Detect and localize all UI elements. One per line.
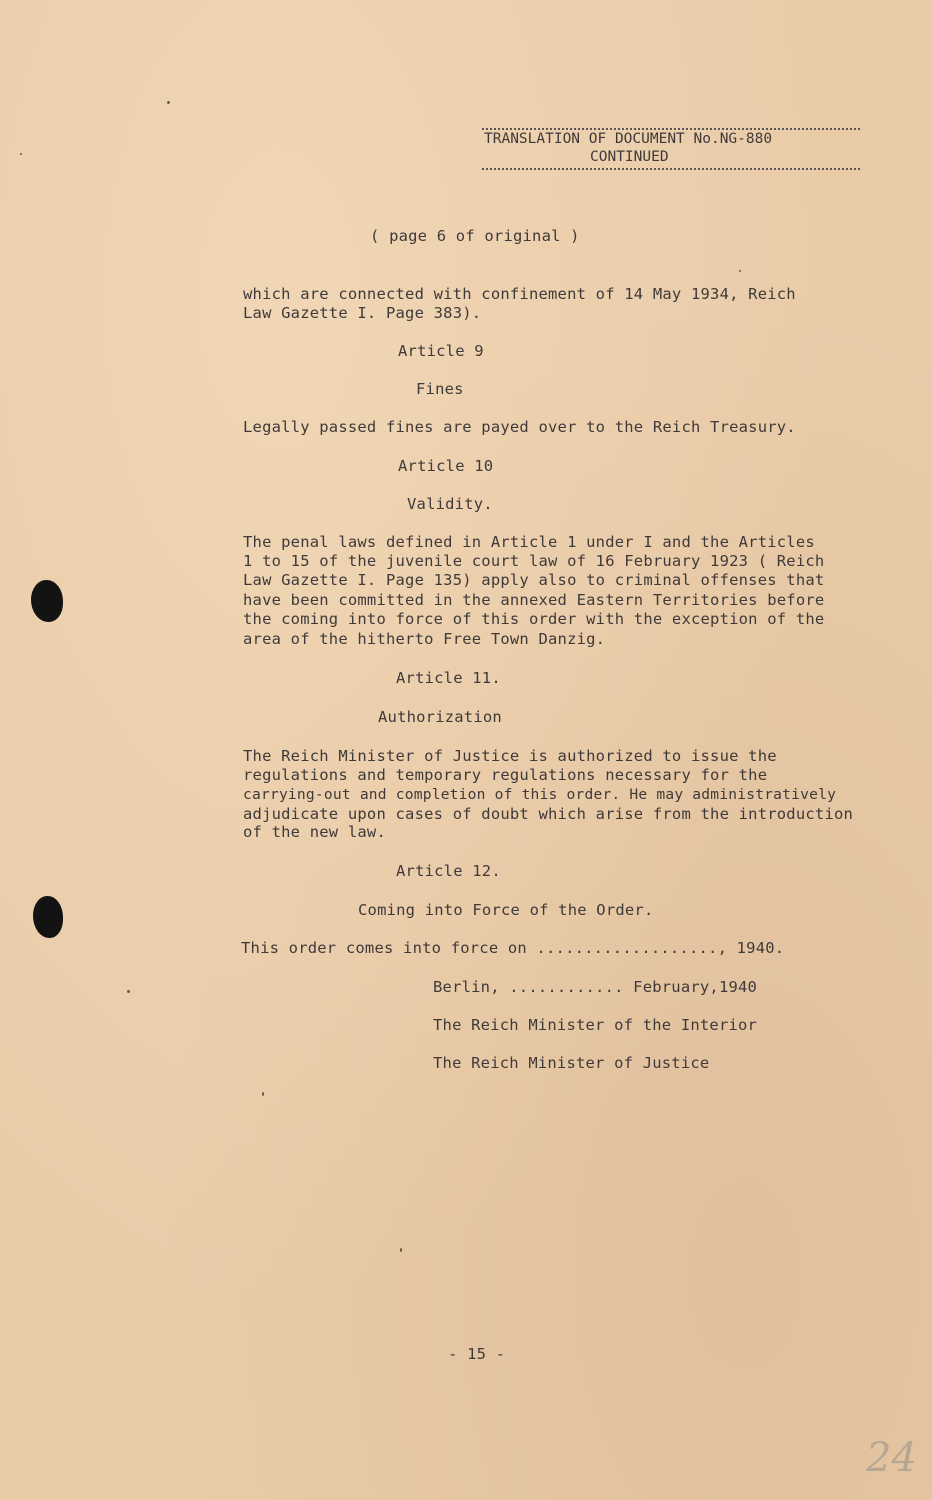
intro-line-2: Law Gazette I. Page 383). xyxy=(243,304,482,322)
paper-speck xyxy=(400,1248,402,1252)
article-12-heading: Article 12. xyxy=(396,862,501,880)
paper-speck xyxy=(167,101,170,104)
header-bottom-rule xyxy=(482,168,860,170)
article-11-line-4: adjudicate upon cases of doubt which arise from the introduction xyxy=(243,805,854,823)
article-11-line-2: regulations and temporary regulations necessary for the xyxy=(243,766,768,784)
signature-minister-justice: The Reich Minister of Justice xyxy=(433,1054,710,1072)
page-number: - 15 - xyxy=(448,1345,506,1363)
punch-hole-upper xyxy=(31,580,63,622)
article-11-line-5: of the new law. xyxy=(243,823,386,841)
article-10-line-6: area of the hitherto Free Town Danzig. xyxy=(243,630,606,648)
punch-hole-lower xyxy=(33,896,63,938)
signature-place-date: Berlin, ............ February,1940 xyxy=(433,978,758,996)
intro-line-1: which are connected with confinement of 14 May 1934, Reich xyxy=(243,285,796,303)
article-10-line-2: 1 to 15 of the juvenile court law of 16 February 1923 ( Reich xyxy=(243,552,825,570)
article-11-heading: Article 11. xyxy=(396,669,501,687)
article-10-line-4: have been committed in the annexed Eastern Territories before xyxy=(243,591,825,609)
handwritten-page-number: 24 xyxy=(866,1435,917,1481)
paper-speck xyxy=(127,990,130,993)
article-10-line-3: Law Gazette I. Page 135) apply also to criminal offenses that xyxy=(243,571,825,589)
page-reference: ( page 6 of original ) xyxy=(370,227,580,245)
paper-speck xyxy=(20,153,22,155)
paper-speck xyxy=(739,270,741,272)
article-10-line-5: the coming into force of this order with the exception of the xyxy=(243,610,825,628)
article-11-line-1: The Reich Minister of Justice is authorized to issue the xyxy=(243,747,777,765)
header-top-rule xyxy=(482,128,860,130)
article-9-heading: Article 9 xyxy=(398,342,484,360)
header-continued: CONTINUED xyxy=(590,149,669,165)
article-11-title: Authorization xyxy=(378,708,502,726)
article-12-text: This order comes into force on ..................., 1940. xyxy=(241,939,785,957)
header-title: TRANSLATION OF DOCUMENT No.NG-880 xyxy=(484,131,773,147)
article-10-title: Validity. xyxy=(407,495,493,513)
translation-header xyxy=(482,128,862,172)
article-10-line-1: The penal laws defined in Article 1 under I and the Articles xyxy=(243,533,815,551)
article-9-text: Legally passed fines are payed over to the Reich Treasury. xyxy=(243,418,796,436)
signature-minister-interior: The Reich Minister of the Interior xyxy=(433,1016,758,1034)
article-11-line-3: carrying-out and completion of this order. He may administratively xyxy=(243,786,837,803)
article-9-title: Fines xyxy=(416,380,464,398)
article-10-heading: Article 10 xyxy=(398,457,494,475)
article-12-title: Coming into Force of the Order. xyxy=(358,901,654,919)
paper-speck xyxy=(262,1092,264,1096)
